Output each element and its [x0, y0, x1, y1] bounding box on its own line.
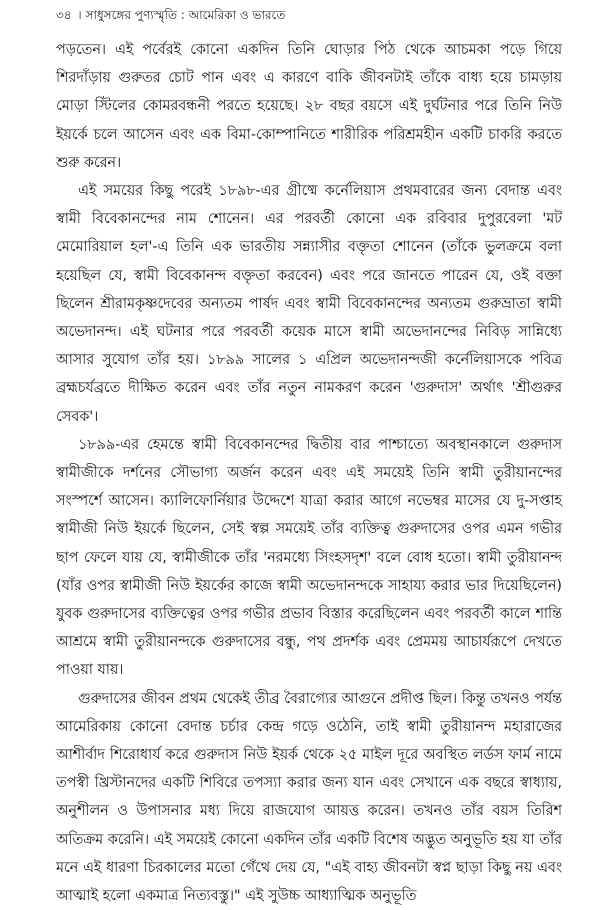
running-title: সাধুসঙ্গের পুণ্যস্মৃতি : আমেরিকা ও ভারতে [85, 8, 286, 22]
page-number: ৩৪ [56, 8, 72, 22]
header-separator: । [77, 8, 82, 22]
paragraph-2: এই সময়ের কিছু পরেই ১৮৯৮-এর গ্রীষ্মে কর্নেলিয়াস প্রথমবারের জন্য বেদান্ত এবং স্বামী বিবেকানন্দের নাম শোনেন। এর পরবর্তী কোনো এক রবিবার দুপুরবেলা 'মট মেমোরিয়াল হল'-এ তিনি এক ভারতীয় সন্ন্যাসীর বক্তৃতা শোনেন (তাঁকে ভুলক্রমে বলা হয়েছিল যে, স্বামী বিবেকানন্দ বক্তৃতা করবেন) এবং পরে জানতে পারেন যে, ওই বক্তা ছিলেন শ্রীরামকৃষ্ণদেবের অন্যতম পার্ষদ এবং স্বামী বিবেকানন্দের অন্যতম গুরুভ্রাতা স্বামী অভেদানন্দ। এই ঘটনার পরে পরবর্তী কয়েক মাসে স্বামী অভেদানন্দের নিবিড় সান্নিধ্যে আসার সুযোগ তাঁর হয়। ১৮৯৯ সালের ১ এপ্রিল অভেদানন্দজী কর্নেলিয়াসকে পবিত্র ব্রহ্মচর্যব্রতে দীক্ষিত করেন এবং তাঁর নতুন নামকরণ করেন 'গুরুদাস' অর্থাৎ 'শ্রীগুরুর সেবক'। [56, 183, 562, 425]
paragraph-3: ১৮৯৯-এর হেমন্তে স্বামী বিবেকানন্দের দ্বিতীয় বার পাশ্চাত্যে অবস্থানকালে গুরুদাস স্বামীজীকে দর্শনের সৌভাগ্য অর্জন করেন এবং এই সময়েই তিনি স্বামী তুরীয়ানন্দের সংস্পর্শে আসেন। ক্যালিফোর্নিয়ার উদ্দেশে যাত্রা করার আগে নভেম্বর মাসের যে দু-সপ্তাহ স্বামীজী নিউ ইয়র্কে ছিলেন, সেই স্বল্প সময়েই তাঁর ব্যক্তিত্ব গুরুদাসের ওপর এমন গভীর ছাপ ফেলে যায় যে, স্বামীজীকে তাঁর 'নরমধ্যে সিংহসদৃশ' বলে বোধ হতো। স্বামী তুরীয়ানন্দ (যাঁর ওপর স্বামীজী নিউ ইয়র্কের কাজে স্বামী অভেদানন্দকে সাহায্য করার ভার দিয়েছিলেন) যুবক গুরুদাসের ব্যক্তিত্বের ওপর গভীর প্রভাব বিস্তার করেছিলেন এবং পরবর্তী কালে শান্তি আশ্রমে স্বামী তুরীয়ানন্দকে গুরুদাসের বন্ধু, পথ প্রদর্শক এবং প্রেমময় আচার্যরূপে দেখতে পাওয়া যায়। [56, 436, 562, 679]
paragraph-4: গুরুদাসের জীবন প্রথম থেকেই তীব্র বৈরাগ্যের আগুনে প্রদীপ্ত ছিল। কিন্তু তখনও পর্যন্ত আমেরিকায় কোনো বেদান্ত চর্চার কেন্দ্র গড়ে ওঠেনি, তাই স্বামী তুরীয়ানন্দ মহারাজের আশীর্বাদ শিরোধার্য করে গুরুদাস নিউ ইয়র্ক থেকে ২৫ মাইল দূরে অবস্থিত লর্ডস ফার্ম নামে তপস্বী খ্রিস্টানদের একটি শিবিরে তপস্যা করার জন্য যান এবং সেখানে এক বছরে স্বাধ্যায়, অনুশীলন ও উপাসনার মধ্য দিয়ে রাজযোগ আয়ত্ত করেন। তখনও তাঁর বয়স তিরিশ অতিক্রম করেনি। এই সময়েই কোনো একদিন তাঁর একটি বিশেষ অদ্ভুত অনুভূতি হয় যা তাঁর মনে এই ধারণা চিরকালের মতো গেঁথে দেয় যে, "এই বাহ্য জীবনটা স্বপ্ন ছাড়া কিছু নয় এবং আত্মাই হলো একমাত্র নিত্যবস্তু।" এই সুউচ্চ আধ্যাত্মিক অনুভূতি [56, 690, 562, 905]
paragraph-1: পড়তেন। এই পর্বেরই কোনো একদিন তিনি ঘোড়ার পিঠ থেকে আচমকা পড়ে গিয়ে শিরদাঁড়ায় গুরুতর চোট পান এবং এ কারণে বাকি জীবনটাই তাঁকে বাধ্য হয়ে চামড়ায় মোড়া স্টিলের কোমরবন্ধনী পরতে হয়েছে। ২৮ বছর বয়সে এই দুর্ঘটনার পরে তিনি নিউ ইয়র্কে চলে আসেন এবং এক বিমা-কোম্পানিতে শারীরিক পরিশ্রমহীন একটি চাকরি করতে শুরু করেন। [56, 42, 562, 171]
running-header [56, 6, 562, 24]
